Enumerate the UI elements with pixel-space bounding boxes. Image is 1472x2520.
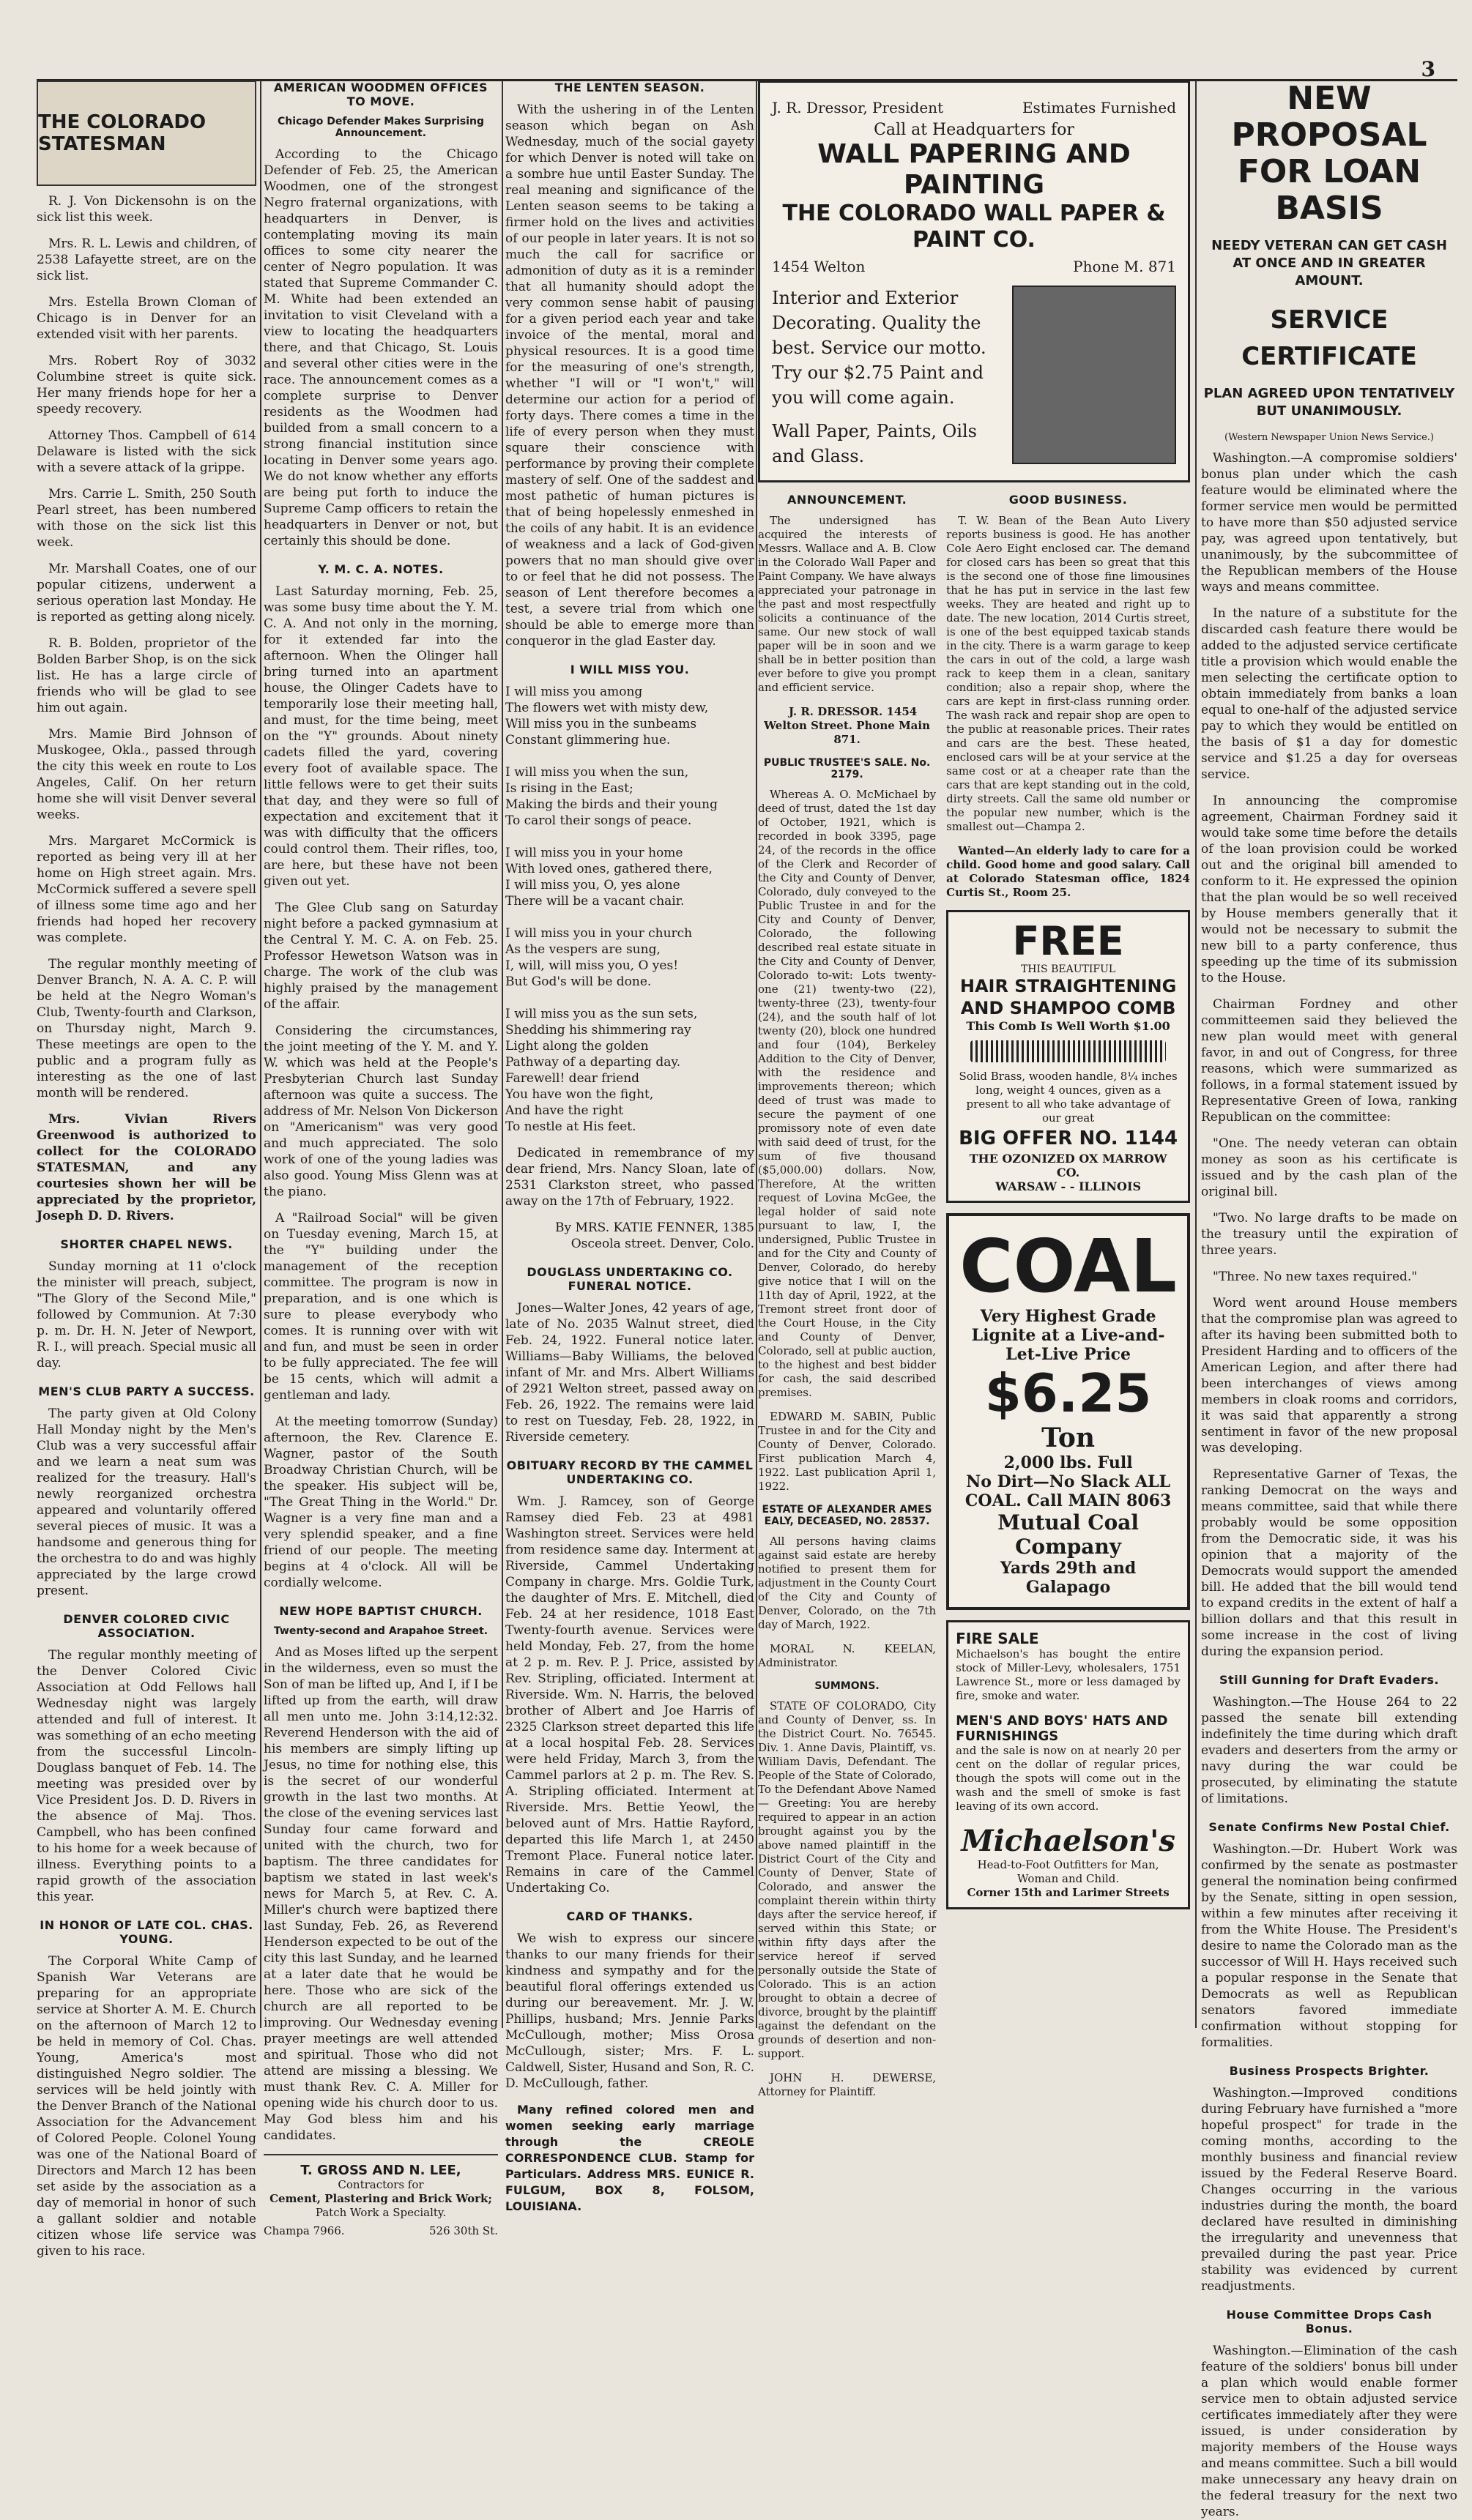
fire-sale-ad bbox=[946, 1620, 1190, 1909]
column-1 bbox=[37, 81, 256, 2259]
column-divider bbox=[756, 81, 757, 2028]
storefront-photo bbox=[1012, 286, 1176, 464]
free-offer: BIG OFFER NO. 1144 bbox=[959, 1127, 1178, 1149]
fire-body: Michaelson's has bought the entire stock of Miller-Levy, wholesalers, 1751 Lawrence St., more or less damaged by fire, smoke and water. bbox=[956, 1647, 1181, 1702]
article-body: We wish to express our sincere thanks to our many friends for their kindness and sympathy and for the beautiful floral offerings extended us during our bereavement. Mr. J. W. Phillips, husband; Mrs. Jennie Parks McCullough, mother; Miss Orosa McCullough, sister; Mrs. F. L. Caldwell, Sister, Husand and Son, R. C. D. McCullough, father. bbox=[505, 1931, 754, 2091]
coal-weight: 2,000 lbs. Full bbox=[1003, 1453, 1133, 1472]
column-5 bbox=[1201, 80, 1457, 2519]
fire-heading: FIRE SALE bbox=[956, 1630, 1039, 1647]
headline: NEW PROPOSAL FOR LOAN BASIS bbox=[1231, 80, 1427, 227]
section-heading: PUBLIC TRUSTEE'S SALE. No. 2179. bbox=[763, 757, 931, 780]
section-heading: Business Prospects Brighter. bbox=[1229, 2064, 1430, 2078]
article-body: Representative Garner of Texas, the ranking Democrat on the ways and means committee, said that while there probably would be some opposition from the Democratic side, it was his opinion that a majority of the Democrats would support the amended bill. He added that the bill would tend to expand credits in the extent of half a billion dollars and that this result in some increase in the cost of living during the expansion period. bbox=[1201, 1467, 1457, 1659]
fire-heading-2: MEN'S AND BOYS' HATS AND FURNISHINGS bbox=[956, 1713, 1168, 1744]
local-item: Mr. Marshall Coates, one of our popular citizens, underwent a serious operation last Monday. He is reported as getting along nicely. bbox=[37, 562, 256, 625]
coal-price: $6.25 bbox=[984, 1362, 1152, 1424]
article-body: Sunday morning at 11 o'clock the minister will preach, subject, "The Glory of the Second Mile," followed by Communion. At 7:30 p. m. Dr. H. N. Jeter of Newport, R. I., will preach. Special music all day. bbox=[37, 1259, 256, 1371]
article-body: The Corporal White Camp of Spanish War Veterans are preparing for an appropriate service at Shorter A. M. E. Church on the afternoon of March 12 to be held in memory of Col. Chas. Young, America's most distinguished Negro soldier. The services will be held jointly with the Denver Branch of the National Association for the Advancement of Colored People. Colonel Young was one of the National Board of Directors and March 12 has been set aside by the association as a day of memorial in honor of such a gallant soldier and notable citizen whose life service was given to his race. bbox=[37, 1954, 256, 2259]
legal-notice: All persons having claims against said estate are hereby notified to present them for adjustment in the County Court of the City and County of Denver, Colorado, on the 7th day of March, 1922. bbox=[758, 1535, 937, 1631]
page-number: 3 bbox=[1421, 57, 1435, 81]
free-worth: This Comb Is Well Worth $1.00 bbox=[966, 1019, 1170, 1033]
fire-address: Corner 15th and Larimer Streets bbox=[967, 1886, 1170, 1899]
col4-split bbox=[758, 493, 1190, 2109]
article-body: Wm. J. Ramcey, son of George Ramsey died Feb. 23 at 4981 Washington street. Services were held from residence same day. Interment at Riverside, Cammel Undertaking Company in charge. Mrs. Goldie Turk, the daughter of Mrs. E. Mitchell, died Feb. 24 at her residence, 1018 East Twenty-fourth avenue. Services were held Monday, Feb. 27, from the home at 2 p. m. Rev. P. J. Price, assisted by Rev. Stripling, officiated. Interment at Riverside. Wm. N. Harris, the beloved brother of Albert and Joe Harris of 2325 Clarkson street departed this life at a local hospital Feb. 28. Services were held Friday, March 3, from the Cammel parlors at 2 p. m. The Rev. S. A. Stripling officiated. Interment at Riverside. Mrs. Bettie Yeowl, the beloved aunt of Mrs. Hattie Rayford, departed this life March 1, at 2450 Tremont Place. Funeral notice later. Remains in care of the Cammel Undertaking Co. bbox=[505, 1494, 754, 1895]
legal-notice: STATE OF COLORADO, City and County of Denver, ss. In the District Court. No. 76545. Div. 1. Anne Davis, Plaintiff, vs. William Davis, Defendant. The People of the State of Colorado, To the Defendant Above Named — Greeting: You are hereby required to appear in an action brought against you by the above named plaintiff in the District Court of the City and County of Denver, State of Colorado, and answer the complaint therein within thirty days after the service hereof, if served within this State; or within fifty days after the service hereof if served personally outside the State of Colorado. This is an action brought to obtain a decree of divorce, brought by the plaintiff against the defendant on the grounds of desertion and non-support. bbox=[758, 1699, 937, 2060]
section-heading: IN HONOR OF LATE COL. CHAS. YOUNG. bbox=[40, 1918, 253, 1946]
signature: J. R. DRESSOR. 1454 Welton Street. Phone Main 871. bbox=[764, 705, 930, 746]
local-item: Mrs. Vivian Rivers Greenwood is authorized to collect for the COLORADO STATESMAN, and any courtesies shown her will be appreciated by the proprietor, Joseph D. D. Rivers. bbox=[37, 1112, 256, 1223]
fire-tag: Head-to-Foot Outfitters for Man, Woman and Child. bbox=[977, 1858, 1159, 1885]
free-company: THE OZONIZED OX MARROW CO. bbox=[969, 1152, 1167, 1179]
article-body: Considering the circumstances, the joint meeting of the Y. M. and Y. W. which was held at the People's Presbyterian Church last Sunday afternoon was quite a success. The address of Mr. Nelson Von Dickerson on "Americanism" was very good and much appreciated. The solo work of one of the young ladies was also good. Young Miss Glenn was at the piano. bbox=[264, 1024, 498, 1199]
local-item: R. J. Von Dickensohn is on the sick list this week. bbox=[37, 194, 256, 225]
coal-yards: Yards 29th and Galapago bbox=[1000, 1559, 1137, 1597]
section-heading: MEN'S CLUB PARTY A SUCCESS. bbox=[38, 1384, 255, 1398]
masthead-title: THE COLORADO STATESMAN bbox=[38, 111, 207, 155]
col4-right bbox=[946, 493, 1190, 2109]
article-body: Washington.—Elimination of the cash feature of the soldiers' bonus bill under a plan which would enable former service men to obtain adjusted service certificates immediately after they were issued, is under consideration by majority members of the House ways and means committee. Such a bill would make unnecessary any heavy drain on the federal treasury for the next two years. bbox=[1201, 2344, 1457, 2519]
section-heading: Y. M. C. A. NOTES. bbox=[318, 562, 444, 576]
section-heading: I WILL MISS YOU. bbox=[570, 663, 690, 676]
article-body: Washington.—The House 264 to 22 passed the senate bill extending indefinitely the time during which draft evaders and deserters from the army or navy during the war could be prosecuted, by eliminating the statute of limitations. bbox=[1201, 1695, 1457, 1806]
article-body: Washington.—Improved conditions during February have furnished a "more hopeful prospect" for trade in the coming months, according to the monthly business and financial review issued by the Federal Reserve Board. Changes occurring in the various industries during the month, the board declared have resulted in diminishing the irregularity and unevenness that prevailed during the past year. Price stability was evidenced by current readjustments. bbox=[1201, 2086, 1457, 2294]
ad-title: WALL PAPERING AND PAINTING bbox=[817, 139, 1131, 200]
coal-ton: Ton bbox=[1041, 1423, 1095, 1453]
article-body: Washington.—Dr. Hubert Work was confirmed by the senate as postmaster general the nomination being confirmed by the Senate, sitting in open session, within a few minutes after receiving it from the White House. The President's desire to name the Colorado man as the successor of Will H. Hays received such a popular response in the Senate that Democrats as well as Republican senators favored immediate confirmation without stopping for formalities. bbox=[1201, 1842, 1457, 2050]
coal-ad bbox=[946, 1213, 1190, 1610]
article-body: The regular monthly meeting of the Denver Colored Civic Association at Odd Fellows hall Wednesday night was largely attended and full of interest. It was something of an echo meeting from the successful Lincoln-Douglass banquet of Feb. 14. The meeting was presided over by Vice President Jos. D. D. Rivers in the absence of Maj. Thos. Campbell, who has been confined to his home for a week because of illness. Everything points to a rapid growth of the association this year. bbox=[37, 1648, 256, 1904]
comb-icon bbox=[970, 1040, 1166, 1062]
article-body: Chairman Fordney and other committeemen said they believed the new plan would meet with general favor, in and out of Congress, for three reasons, which were summarized as follows, in a formal statement issued by Representative Green of Iowa, ranking Republican on the committee: bbox=[1201, 997, 1457, 1125]
subheadline: NEEDY VETERAN CAN GET CASH AT ONCE AND IN GREATER AMOUNT. bbox=[1211, 238, 1447, 288]
local-item: Attorney Thos. Campbell of 614 Delaware is listed with the sick with a severe attack of la grippe. bbox=[37, 428, 256, 475]
article-body: T. W. Bean of the Bean Auto Livery reports business is good. He has another Cole Aero Eight enclosed car. The demand for closed cars has been so great that this is the second one of those fine limousines that he has put in service in the last few weeks. They are heated and right up to date. The new location, 2014 Curtis street, is one of the best equipped taxicab stands in the city. There is a warm garage to keep the cars in out of the cold, a large wash rack to keep them in a clean, sanitary condition; also a repair shop, where the cars are kept in first-class running order. The wash rack and repair shop are open to the public at reasonable prices. Their rates and cars are the best. These heated, enclosed cars will be at your service at the same cost or at a cheaper rate than the cars that are kept standing out in the cold, dirty streets. Call the same old number or the popular new number, which is the smallest out—Champa 2. bbox=[946, 514, 1190, 833]
article-body: In announcing the compromise agreement, Chairman Fordney said it would take some time before the details of the loan provision could be worked out and the original bill amended to conform to it. He expressed the opinion that the plan would be so well received by House members generally that it would not be necessary to submit the new bill to a party conference, thus speeding up the time of its submission to the House. bbox=[1201, 794, 1457, 985]
article-body: In the nature of a substitute for the discarded cash feature there would be added to the adjusted service certificate title a provision which would enable the men selecting the certificate option to obtain immediately from banks a loan equal to one-half of the adjusted service pay to which they would be entitled on the basis of $1 a day for domestic service and $1.25 a day for overseas service. bbox=[1201, 606, 1457, 782]
comb-ad bbox=[946, 910, 1190, 1203]
ad-address: 526 30th St. bbox=[428, 2224, 498, 2237]
ad-phone: Champa 7966. bbox=[264, 2224, 345, 2237]
wanted-ad: Wanted—An elderly lady to care for a child. Good home and good salary. Call at Colorado Statesman office, 1824 Curtis St., Room 25. bbox=[946, 844, 1190, 899]
section-heading: AMERICAN WOODMEN OFFICES TO MOVE. bbox=[273, 81, 488, 108]
column-3 bbox=[505, 81, 754, 2213]
poem-author: By MRS. KATIE FENNER, 1385 Osceola street. Denver, Colo. bbox=[554, 1220, 754, 1251]
ad-body-row bbox=[772, 286, 1176, 469]
section-heading: NEW HOPE BAPTIST CHURCH. bbox=[279, 1604, 483, 1618]
ad-footer: Wall Paper, Paints, Oils and Glass. bbox=[772, 421, 977, 466]
column-2 bbox=[264, 81, 498, 2237]
ad-address: 1454 Welton bbox=[772, 258, 866, 275]
legal-notice: Whereas A. O. McMichael by deed of trust, dated the 1st day of October, 1921, which is recorded in book 3395, page 24, of the records in the office of the Clerk and Recorder of the City and County of Denver, Colorado, duly conveyed to the Public Trustee in and for the City and County of Denver, Colorado, the following described real estate situate in the City and County of Denver, Colorado to-wit: Lots twenty-one (21) twenty-two (22), twenty-three (23), twenty-four (24), and the south half of lot twenty (20), block one hundred and four (104), Berkeley Addition to the City of Denver, with the residence and improvements thereon; which deed of trust was made to secure the payment of one promissory note of even date with said deed of trust, for the sum of five thousand ($5,000.00) dollars. Now, Therefore, At the written request of Lovina McGee, the legal holder of said note pursuant to law, I, the undersigned, Public Trustee in and for the City and County of Denver, Colorado, do hereby give notice that I will on the 11th day of April, 1922, at the Tremont street front door of the Court House, in the City and County of Denver, Colorado, sell at public auction, to the highest and best bidder for cash, the said described premises. bbox=[758, 788, 937, 1399]
col4-left bbox=[758, 493, 936, 2109]
column-4 bbox=[758, 81, 1190, 2098]
local-item: Mrs. R. L. Lewis and children, of 2538 Lafayette street, are on the sick list. bbox=[37, 236, 256, 283]
fire-body: and the sale is now on at nearly 20 per cent on the dollar of regular prices, though the spots will come out in the wash and the smell of smoke is fast leaving of its own accord. bbox=[956, 1744, 1181, 1813]
article-body: The undersigned has acquired the interests of Messrs. Wallace and A. B. Clow in the Colorado Wall Paper and Paint Company. We have always appreciated your patronage in the past and most respectfully solicits a continuance of the same. Our new stock of wall paper will be in soon and we shall be in better position than ever before to give you prompt and efficient service. bbox=[758, 514, 937, 694]
article-body: "One. The needy veteran can obtain money as soon as his certificate is issued and by the cash plan of the original bill. bbox=[1201, 1136, 1457, 1199]
fire-brand: Michaelson's bbox=[961, 1824, 1175, 1858]
column-divider bbox=[260, 81, 261, 2028]
free-city: WARSAW - - ILLINOIS bbox=[995, 1179, 1142, 1193]
headline-2: SERVICE CERTIFICATE bbox=[1241, 305, 1417, 371]
newspaper-page bbox=[37, 59, 1457, 2519]
section-heading: House Committee Drops Cash Bonus. bbox=[1226, 2308, 1432, 2336]
article-body: Last Saturday morning, Feb. 25, was some busy time about the Y. M. C. A. And not only in the morning, for it extended far into the afternoon. When the Olinger hall bring turned into an apartment house, the Olinger Cadets have to temporarily lose their meeting hall, and must, for the time being, meet on the "Y" grounds. About ninety cadets filled the yard, covering every foot of available space. The little fellows were to get their suits that day, and they were so full of expectation and excitement that it was with difficulty that the officers could control them. Their rifles, too, are here, but these have not been given out yet. bbox=[264, 584, 498, 889]
article-body: "Three. No new taxes required." bbox=[1213, 1270, 1418, 1284]
coal-company: Mutual Coal Company bbox=[997, 1510, 1140, 1559]
coal-noslack: No Dirt—No Slack ALL COAL. Call MAIN 8063 bbox=[964, 1472, 1172, 1510]
section-heading: OBITUARY RECORD BY THE CAMMEL UNDERTAKING CO. bbox=[506, 1458, 754, 1486]
signature: MORAL N. KEELAN, Administrator. bbox=[758, 1642, 937, 1669]
article-body: According to the Chicago Defender of Feb. 25, the American Woodmen, one of the strongest Negro fraternal organizations, with headquarters in Denver, is contemplating moving its main offices to some city nearer the center of Negro population. It was stated that Supreme Commander C. M. White had been extended an invitation to visit Cleveland with a view to locating the headquarters there, and that Chicago, St. Louis and several other cities were in the race. The announcement comes as a complete surprise to Denver residents as the Woodmen had builded from a small concern to a strong financial institution since locating in Denver some years ago. We do not know whether any efforts are being put forth to induce the Supreme Camp officers to retain the headquarters in Denver or not, but certainly this should be done. bbox=[264, 147, 498, 548]
coal-word: COAL bbox=[959, 1223, 1177, 1309]
column-divider bbox=[502, 81, 503, 2028]
section-heading: Senate Confirms New Postal Chief. bbox=[1208, 1820, 1450, 1834]
ad-company: THE COLORADO WALL PAPER & PAINT CO. bbox=[782, 201, 1166, 253]
free-title: FREE bbox=[1012, 918, 1124, 964]
section-heading: ESTATE OF ALEXANDER AMES EALY, DECEASED, NO. 28537. bbox=[762, 1504, 932, 1527]
local-item: Mrs. Carrie L. Smith, 250 South Pearl street, has been numbered with those on the sick list this week. bbox=[37, 487, 256, 550]
free-text: Solid Brass, wooden handle, 8¼ inches long, weight 4 ounces, given as a present to all who take advantage of our great bbox=[959, 1070, 1178, 1125]
section-heading: SUMMONS. bbox=[814, 1680, 880, 1692]
ad-president: J. R. Dressor, President bbox=[772, 99, 944, 116]
coal-price-row bbox=[959, 1364, 1177, 1453]
ad-contact bbox=[264, 2224, 498, 2238]
article-body: The Glee Club sang on Saturday night before a packed gymnasium at the Central Y. M. C. A. on Feb. 25. Professor Hewetson Watson was in charge. The work of the club was highly praised by the management of the affair. bbox=[264, 901, 498, 1012]
column-divider bbox=[1195, 81, 1197, 2028]
section-heading: CARD OF THANKS. bbox=[566, 1909, 694, 1923]
local-item: Mrs. Robert Roy of 3032 Columbine street is quite sick. Her many friends hope for her a speedy recovery. bbox=[37, 354, 256, 417]
article-body: "Two. No large drafts to be made on the treasury until the expiration of three years. bbox=[1201, 1211, 1457, 1258]
ad-estimates: Estimates Furnished bbox=[1022, 99, 1176, 116]
section-heading: THE LENTEN SEASON. bbox=[554, 81, 705, 94]
section-subheading: Chicago Defender Makes Surprising Announcement. bbox=[277, 116, 485, 139]
ad-line: Contractors for bbox=[338, 2178, 424, 2191]
contractor-ad bbox=[264, 2154, 498, 2238]
signature: JOHN H. DEWERSE, Attorney for Plaintiff. bbox=[758, 2071, 937, 2098]
ad-copy bbox=[772, 286, 1000, 469]
section-heading: Still Gunning for Draft Evaders. bbox=[1219, 1673, 1439, 1687]
poem-dedication: Dedicated in remembrance of my dear friend, Mrs. Nancy Sloan, late of 2531 Clarkston street, who passed away on the 17th of February, 1922. bbox=[505, 1146, 754, 1209]
section-heading: DENVER COLORED CIVIC ASSOCIATION. bbox=[63, 1612, 230, 1640]
article-body: With the ushering in of the Lenten season which began on Ash Wednesday, much of the social gayety for which Denver is noted will take on a sombre hue until Easter Sunday. The real meaning and significance of the Lenten season seems to be taking a firmer hold on the lives and activities of our people in later years. It is not so much the call for sacrifice or admonition of duty as it is a reminder that all humanity should adopt the very common sense habit of pausing for a given period each year and take invoice of the mental, moral and physical resources. It is a good time for the measuring of one's strength, whether "I will or "I won't," will determine our action for a period of forty days. There comes a time in the life of every person when they must square their conscience with performance by proving their complete mastery of self. One of the saddest and most pathetic of human pictures is that of being hopelessly enmeshed in the coils of any habit. It is an evidence of weakness and a lack of God-given powers that no man should give over to or feel that he did not possess. The season of Lent therefore becomes a test, a severe trial from which one should be able to emerge more than conqueror in the glad Easter day. bbox=[505, 102, 754, 649]
poem: I will miss you among The flowers wet with misty dew, Will miss you in the sunbeams Constant glimmering hue. I will miss you when the sun, Is rising in the East; Making the birds and their young To carol their songs of peace. I will miss you in your home With loved ones, gathered there, I will miss you, O, yes alone There will be a vacant chair. I will miss you in your church As the vespers are sung, I, will, will miss you, O yes! But God's will be done. I will miss you as the sun sets, Shedding his shimmering ray Light along the golden Pathway of a departing day. Farewell! dear friend You have won the fight, And have the right To nestle at His feet. bbox=[505, 685, 718, 1134]
local-item: Mrs. Mamie Bird Johnson of Muskogee, Okla., passed through the city this week en route to Los Angeles, Calif. On her return home she will visit Denver several weeks. bbox=[37, 727, 256, 822]
free-sub: THIS BEAUTIFUL bbox=[1020, 963, 1116, 975]
ad-header-row bbox=[772, 99, 1176, 116]
news-credit: (Western Newspaper Union News Service.) bbox=[1224, 432, 1434, 443]
subheadline-2: PLAN AGREED UPON TENTATIVELY BUT UNANIMOUSLY. bbox=[1203, 386, 1455, 419]
ad-phone: Phone M. 871 bbox=[1073, 258, 1176, 275]
ad-line: Cement, Plastering and Brick Work; bbox=[270, 2192, 492, 2205]
section-heading: SHORTER CHAPEL NEWS. bbox=[60, 1237, 233, 1251]
article-body: A "Railroad Social" will be given on Tuesday evening, March 15, at the "Y" building under the management of the reception committee. The program is now in preparation, and is one which is sure to please everybody who comes. It is running over with wit and fun, and must be seen in order to be fully appreciated. The fee will be 15 cents, which will admit a gentleman and lady. bbox=[264, 1211, 498, 1403]
ad-call: Call at Headquarters for bbox=[874, 121, 1074, 139]
ad-body-text: Interior and Exterior Decorating. Quality the best. Service our motto. Try our $2.75 Paint and you will come again. bbox=[772, 288, 986, 408]
section-heading: DOUGLASS UNDERTAKING CO. FUNERAL NOTICE. bbox=[527, 1265, 733, 1293]
article-body: And as Moses lifted up the serpent in the wilderness, even so must the Son of man be lifted up, And I, if I be lifted up from the earth, will draw all men unto me. John 3:14,12:32. Reverend Henderson with the aid of his members are simply lifting up Jesus, no time for nothing else, this is the secret of our wonderful growth in the last two months. At the close of the evening services last Sunday four came forward and united with the church, two for baptism. The three candidates for baptism we stated in last week's news for March 5, at Rev. C. A. Miller's church were baptized there last Sunday, Feb. 26, as Reverend Henderson expected to be out of the city this last Sunday, and he learned at a later date that he would be here. Those who are sick of the church are all reported to be improving. Our Wednesday evening prayer meetings are well attended and spiritual. Those who did not attend are missing a blessing. We must thank Rev. C. A. Miller for opening wide his church door to us. May God bless him and his candidates. bbox=[264, 1645, 498, 2143]
article-body: Washington.—A compromise soldiers' bonus plan under which the cash feature would be eliminated where the former service men would be permitted to have more than $50 adjusted service pay, was agreed upon tentatively, but unanimously, by the subcommittee of the Republican members of the House ways and means committee. bbox=[1201, 451, 1457, 594]
wall-paper-ad bbox=[758, 81, 1190, 482]
local-item: Mrs. Estella Brown Cloman of Chicago is in Denver for an extended visit with her parents. bbox=[37, 295, 256, 342]
classified-ad: Many refined colored men and women seeking early marriage through the CREOLE CORRESPONDENCE CLUB. Stamp for Particulars. Address MRS. EUNICE R. FULGUM, BOX 8, FOLSOM, LOUISIANA. bbox=[505, 2103, 754, 2213]
ad-name: T. GROSS AND N. LEE, bbox=[300, 2163, 461, 2178]
article-body: At the meeting tomorrow (Sunday) afternoon, the Rev. Clarence E. Wagner, pastor of the South Broadway Christian Church, will be the speaker. His subject will be, "The Great Thing in the World." Dr. Wagner is a very fine man and a very splendid speaker, and a fine friend of our people. The meeting begins at 4 o'clock. All will be cordially welcome. bbox=[264, 1414, 498, 1590]
coal-line: Very Highest Grade Lignite at a Live-and-Let-Live Price bbox=[971, 1307, 1165, 1364]
local-item: R. B. Bolden, proprietor of the Bolden Barber Shop, is on the sick list. He has a large circle of friends who will be glad to see him out again. bbox=[37, 636, 256, 715]
section-heading: GOOD BUSINESS. bbox=[1008, 493, 1128, 507]
local-item: Mrs. Margaret McCormick is reported as being very ill at her home on High street again. Mrs. McCormick suffered a severe spell of illness some time ago and her friends had hoped her recovery was complete. bbox=[37, 834, 256, 945]
article-body: Word went around House members that the compromise plan was agreed to after its having been submitted both to President Harding and to officers of the American Legion, and after there had been interchanges of views among members in cloak rooms and corridors, it was said that apparently a strong sentiment in favor of the new proposal was developing. bbox=[1201, 1296, 1457, 1455]
article-body: The party given at Old Colony Hall Monday night by the Men's Club was a very successful affair and we learn a neat sum was realized for the treasury. Hall's newly reorganized orchestra appeared and voluntarily offered several pieces of music. It was a handsome and generous thing for the orchestra to do and was highly appreciated by the large crowd present. bbox=[37, 1406, 256, 1598]
free-comb: HAIR STRAIGHTENING AND SHAMPOO COMB bbox=[959, 976, 1177, 1018]
section-subheading: Twenty-second and Arapahoe Street. bbox=[273, 1625, 488, 1637]
ad-line: Patch Work a Specialty. bbox=[315, 2206, 447, 2219]
masthead bbox=[37, 81, 256, 186]
section-heading: ANNOUNCEMENT. bbox=[787, 493, 907, 507]
ad-contact-row bbox=[772, 258, 1176, 275]
signature: EDWARD M. SABIN, Public Trustee in and for the City and County of Denver, Colorado. First publication March 4, 1922. Last publication April 1, 1922. bbox=[758, 1410, 937, 1493]
local-item: The regular monthly meeting of Denver Branch, N. A. A. C. P. will be held at the Negro Woman's Club, Twenty-fourth and Clarkson, on Thursday night, March 9. These meetings are open to the public and a program fully as interesting as the one of last month will be rendered. bbox=[37, 957, 256, 1100]
article-body: Jones—Walter Jones, 42 years of age, late of No. 2035 Walnut street, died Feb. 24, 1922. Funeral notice later. Williams—Baby Williams, the beloved infant of Mr. and Mrs. Albert Williams of 2921 Welton street, passed away on Feb. 26, 1922. The remains were laid to rest on Tuesday, Feb. 28, 1922, in Riverside cemetery. bbox=[505, 1301, 754, 1444]
